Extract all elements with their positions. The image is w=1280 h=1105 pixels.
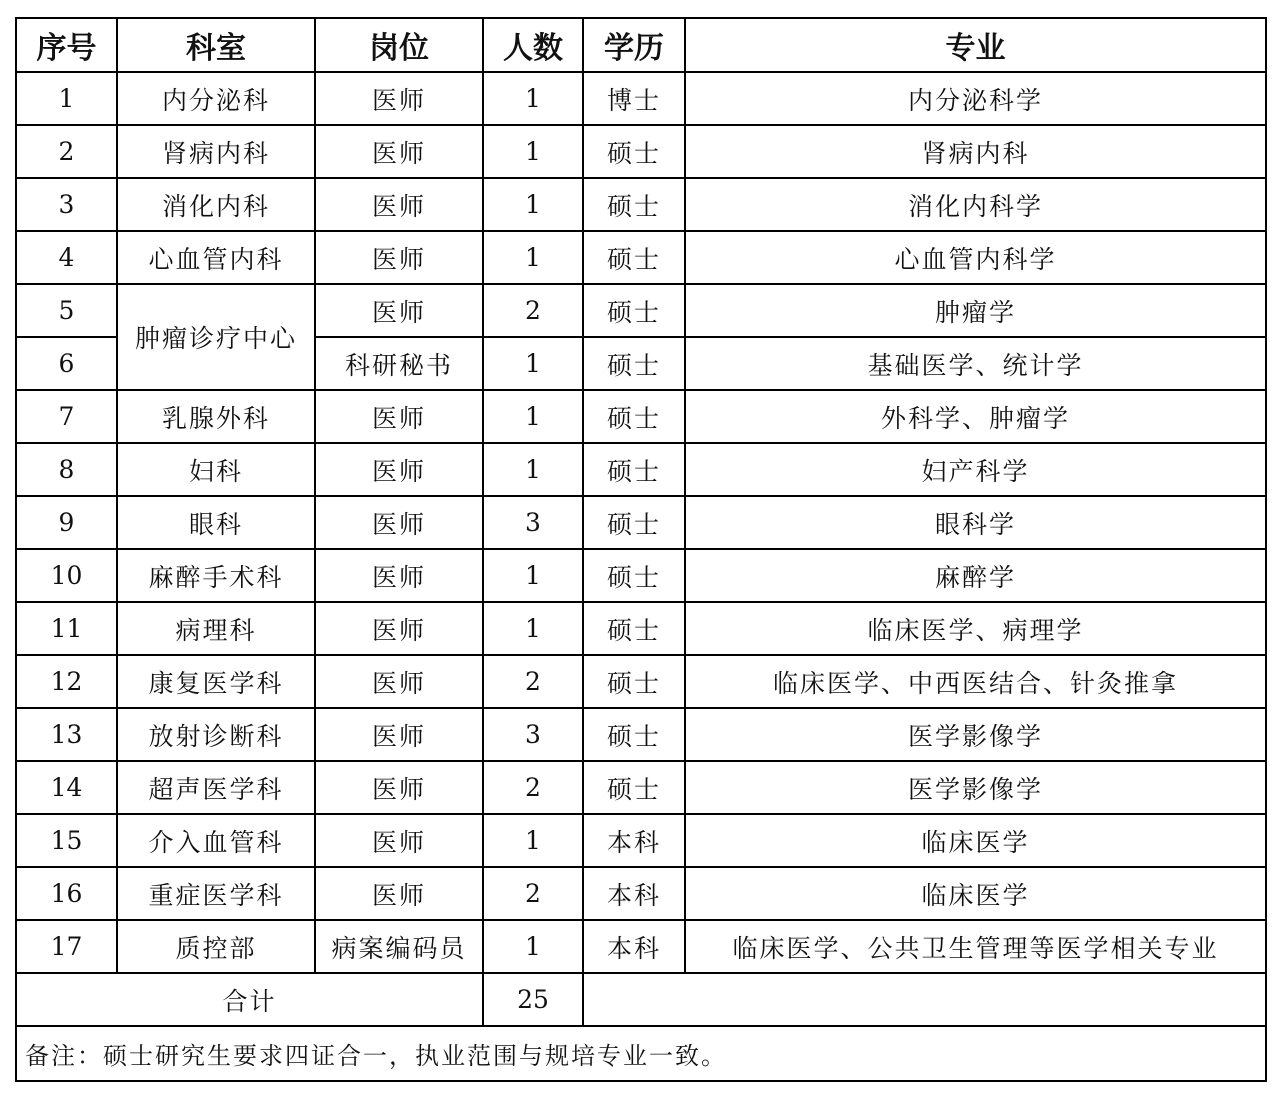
cell-post: 病案编码员	[315, 920, 483, 973]
cell-dept: 康复医学科	[117, 655, 315, 708]
cell-post: 医师	[315, 390, 483, 443]
table-row	[16, 867, 1266, 920]
cell-count: 1	[483, 125, 583, 178]
total-count: 25	[483, 973, 583, 1026]
cell-major: 心血管内科学	[685, 231, 1266, 284]
cell-major: 临床医学	[685, 867, 1266, 920]
cell-post: 医师	[315, 231, 483, 284]
note-text: 备注：硕士研究生要求四证合一，执业范围与规培专业一致。	[16, 1026, 1266, 1081]
cell-no: 9	[16, 496, 117, 549]
total-label: 合计	[16, 973, 483, 1026]
cell-degree: 本科	[583, 920, 685, 973]
cell-degree: 硕士	[583, 761, 685, 814]
cell-no: 15	[16, 814, 117, 867]
header-no: 序号	[16, 18, 117, 72]
cell-count: 1	[483, 443, 583, 496]
recruitment-table	[15, 17, 1267, 1082]
cell-count: 1	[483, 178, 583, 231]
cell-degree: 硕士	[583, 549, 685, 602]
cell-dept: 麻醉手术科	[117, 549, 315, 602]
cell-major: 肿瘤学	[685, 284, 1266, 337]
header-degree: 学历	[583, 18, 685, 72]
cell-degree: 硕士	[583, 231, 685, 284]
cell-count: 1	[483, 390, 583, 443]
cell-dept-merged: 肿瘤诊疗中心	[117, 284, 315, 390]
cell-count: 3	[483, 496, 583, 549]
cell-degree: 硕士	[583, 125, 685, 178]
cell-degree: 本科	[583, 814, 685, 867]
cell-no: 8	[16, 443, 117, 496]
cell-dept: 内分泌科	[117, 72, 315, 125]
cell-major: 外科学、肿瘤学	[685, 390, 1266, 443]
cell-count: 1	[483, 814, 583, 867]
cell-count: 2	[483, 655, 583, 708]
cell-count: 1	[483, 602, 583, 655]
cell-major: 妇产科学	[685, 443, 1266, 496]
cell-no: 2	[16, 125, 117, 178]
cell-major: 肾病内科	[685, 125, 1266, 178]
cell-count: 2	[483, 867, 583, 920]
cell-post: 医师	[315, 125, 483, 178]
cell-no: 13	[16, 708, 117, 761]
cell-post: 医师	[315, 443, 483, 496]
cell-dept: 质控部	[117, 920, 315, 973]
cell-major: 内分泌科学	[685, 72, 1266, 125]
cell-major: 医学影像学	[685, 708, 1266, 761]
cell-major: 临床医学、病理学	[685, 602, 1266, 655]
cell-degree: 硕士	[583, 178, 685, 231]
cell-degree: 硕士	[583, 602, 685, 655]
cell-dept: 介入血管科	[117, 814, 315, 867]
cell-no: 1	[16, 72, 117, 125]
cell-no: 11	[16, 602, 117, 655]
table-row	[16, 496, 1266, 549]
cell-dept: 妇科	[117, 443, 315, 496]
cell-major: 基础医学、统计学	[685, 337, 1266, 390]
cell-dept: 乳腺外科	[117, 390, 315, 443]
cell-degree: 硕士	[583, 496, 685, 549]
cell-degree: 硕士	[583, 284, 685, 337]
cell-degree: 硕士	[583, 390, 685, 443]
cell-count: 1	[483, 337, 583, 390]
cell-count: 1	[483, 549, 583, 602]
cell-major: 医学影像学	[685, 761, 1266, 814]
cell-no: 4	[16, 231, 117, 284]
table-row	[16, 231, 1266, 284]
cell-post: 科研秘书	[315, 337, 483, 390]
table-row	[16, 549, 1266, 602]
cell-post: 医师	[315, 814, 483, 867]
cell-no: 12	[16, 655, 117, 708]
cell-degree: 博士	[583, 72, 685, 125]
table-row	[16, 920, 1266, 973]
cell-no: 6	[16, 337, 117, 390]
cell-no: 7	[16, 390, 117, 443]
cell-dept: 肾病内科	[117, 125, 315, 178]
cell-degree: 硕士	[583, 708, 685, 761]
cell-post: 医师	[315, 655, 483, 708]
header-post: 岗位	[315, 18, 483, 72]
cell-dept: 病理科	[117, 602, 315, 655]
cell-no: 14	[16, 761, 117, 814]
header-dept: 科室	[117, 18, 315, 72]
cell-degree: 硕士	[583, 655, 685, 708]
cell-dept: 眼科	[117, 496, 315, 549]
cell-count: 2	[483, 761, 583, 814]
cell-degree: 硕士	[583, 337, 685, 390]
cell-no: 16	[16, 867, 117, 920]
cell-no: 10	[16, 549, 117, 602]
cell-count: 1	[483, 231, 583, 284]
cell-dept: 超声医学科	[117, 761, 315, 814]
table-row	[16, 178, 1266, 231]
cell-dept: 重症医学科	[117, 867, 315, 920]
cell-degree: 本科	[583, 867, 685, 920]
cell-major: 临床医学、中西医结合、针灸推拿	[685, 655, 1266, 708]
cell-major: 临床医学	[685, 814, 1266, 867]
cell-post: 医师	[315, 178, 483, 231]
table-row	[16, 443, 1266, 496]
total-empty	[583, 973, 1266, 1026]
table-row	[16, 602, 1266, 655]
cell-post: 医师	[315, 549, 483, 602]
cell-degree: 硕士	[583, 443, 685, 496]
table-row	[16, 814, 1266, 867]
cell-count: 2	[483, 284, 583, 337]
note-row	[16, 1026, 1266, 1081]
cell-no: 3	[16, 178, 117, 231]
cell-dept: 消化内科	[117, 178, 315, 231]
cell-major: 临床医学、公共卫生管理等医学相关专业	[685, 920, 1266, 973]
header-major: 专业	[685, 18, 1266, 72]
cell-major: 麻醉学	[685, 549, 1266, 602]
cell-no: 5	[16, 284, 117, 337]
table-row	[16, 125, 1266, 178]
table-row	[16, 708, 1266, 761]
cell-count: 3	[483, 708, 583, 761]
recruitment-table-wrapper	[15, 17, 1267, 1082]
cell-count: 1	[483, 72, 583, 125]
header-row	[16, 18, 1266, 72]
table-row	[16, 284, 1266, 337]
cell-post: 医师	[315, 602, 483, 655]
table-row	[16, 655, 1266, 708]
table-row	[16, 390, 1266, 443]
cell-post: 医师	[315, 761, 483, 814]
cell-post: 医师	[315, 72, 483, 125]
header-count: 人数	[483, 18, 583, 72]
cell-dept: 放射诊断科	[117, 708, 315, 761]
table-row	[16, 72, 1266, 125]
total-row	[16, 973, 1266, 1026]
cell-no: 17	[16, 920, 117, 973]
cell-post: 医师	[315, 708, 483, 761]
cell-dept: 心血管内科	[117, 231, 315, 284]
cell-count: 1	[483, 920, 583, 973]
cell-post: 医师	[315, 284, 483, 337]
cell-post: 医师	[315, 867, 483, 920]
table-row	[16, 761, 1266, 814]
cell-post: 医师	[315, 496, 483, 549]
cell-major: 消化内科学	[685, 178, 1266, 231]
cell-major: 眼科学	[685, 496, 1266, 549]
